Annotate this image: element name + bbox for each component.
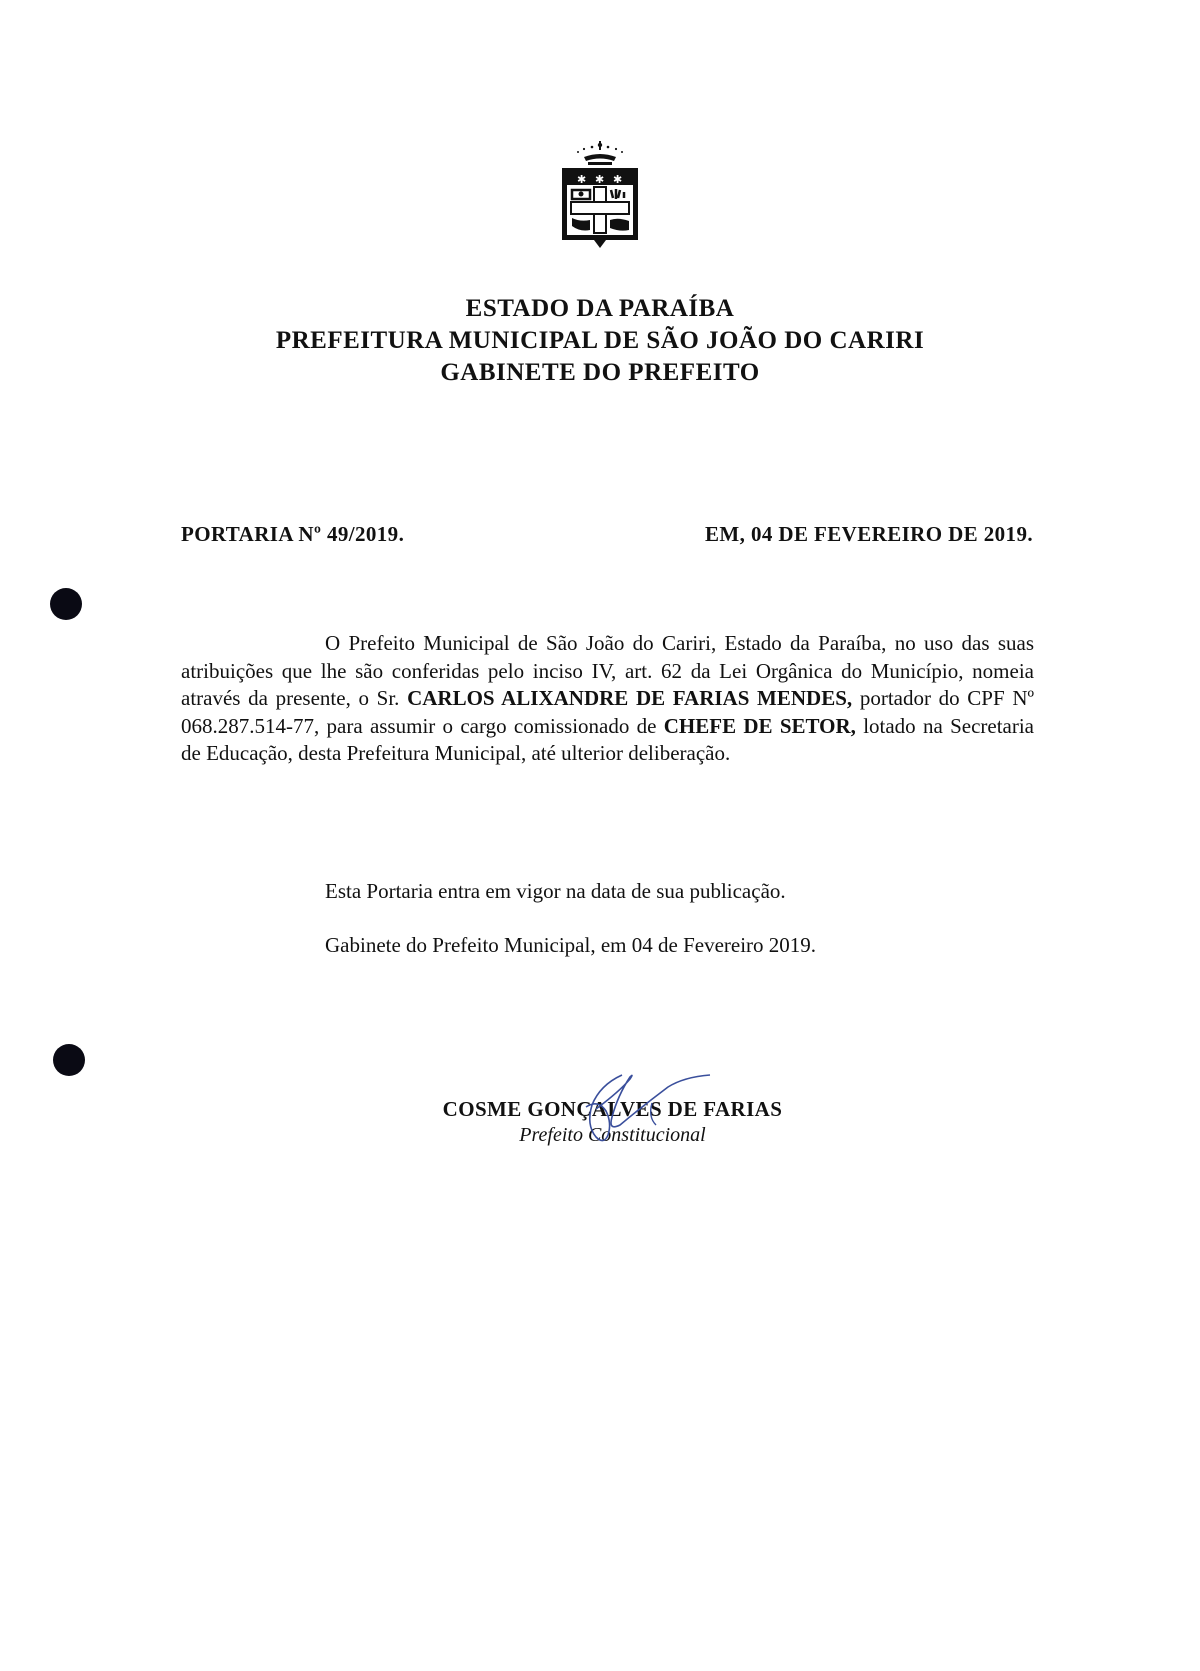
svg-text:✱: ✱: [595, 173, 605, 186]
body-text-part3: lotado na Secretaria de Educação, desta Prefeitura Municipal, até ulterior deliberação.: [181, 713, 1035, 765]
portaria-number: PORTARIA Nº 49/2019.: [181, 522, 405, 546]
header-office: GABINETE DO PREFEITO: [440, 359, 760, 386]
header-prefecture: PREFEITURA MUNICIPAL DE SÃO JOÃO DO CARIRI: [275, 327, 925, 354]
punch-hole-bottom: [53, 1044, 85, 1076]
body-text-part2: portador do CPF Nº 068.287.514-77, para assumir o cargo comissionado de: [181, 686, 1034, 738]
coat-of-arms-icon: [554, 140, 646, 260]
svg-text:✱: ✱: [577, 173, 587, 186]
punch-hole-top: [50, 588, 82, 620]
effective-clause: Esta Portaria entra em vigor na data de sua publicação.: [325, 879, 786, 903]
handwritten-signature: [560, 1065, 730, 1155]
body-text-part1: O Prefeito Municipal de São João do Cariri, Estado da Paraíba, no uso das suas atribuições que lhe são conferidas pelo inciso IV, art. 62 da Lei Orgânica do Município, nomeia através da presente, o Sr.: [181, 631, 1034, 710]
appointed-position: CHEFE DE SETOR,: [663, 713, 856, 738]
signatory-name: COSME GONÇALVES DE FARIAS: [442, 1097, 783, 1121]
header-state: ESTADO DA PARAÍBA: [465, 295, 735, 322]
issuance-line: Gabinete do Prefeito Municipal, em 04 de Fevereiro 2019.: [325, 933, 817, 957]
portaria-date: EM, 04 DE FEVEREIRO DE 2019.: [705, 522, 1033, 546]
document-header: [0, 293, 1200, 389]
body-paragraph: [181, 630, 1034, 768]
svg-text:✱: ✱: [613, 173, 623, 186]
appointee-name: CARLOS ALIXANDRE DE FARIAS MENDES,: [407, 686, 853, 710]
signatory-role: Prefeito Constitucional: [519, 1124, 706, 1146]
